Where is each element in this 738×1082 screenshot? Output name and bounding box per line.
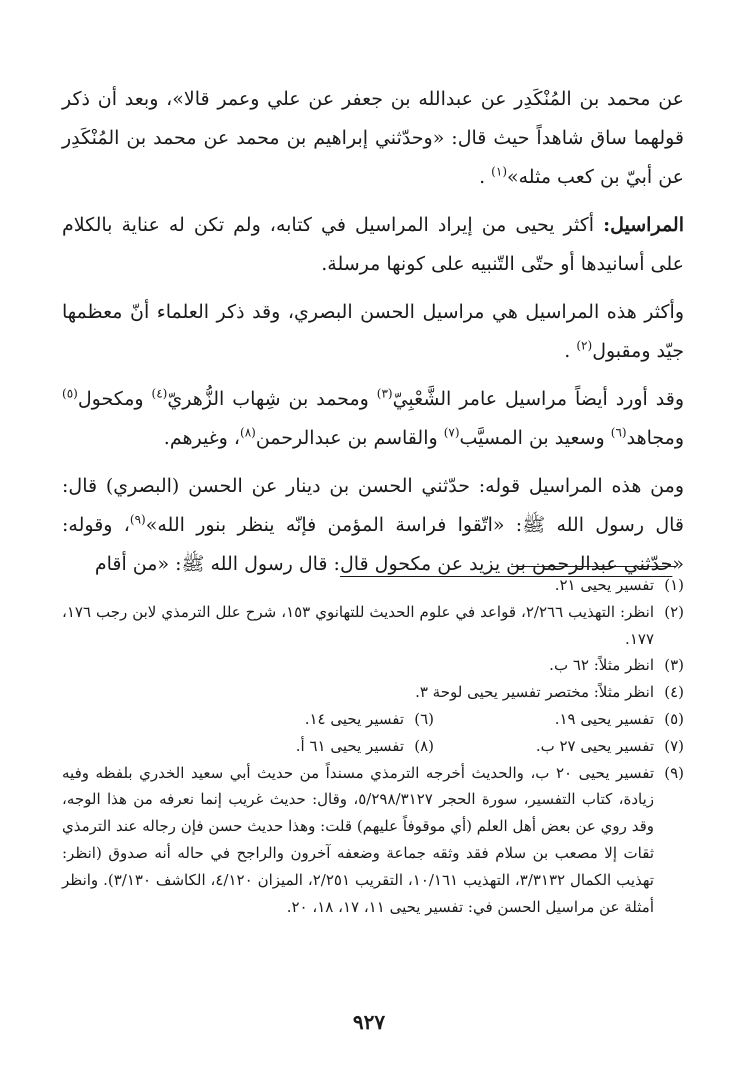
paragraph-4-text-b: ومحمد بن شِهاب الزُّهريّ (167, 388, 377, 410)
footnote-ref-9: (٩) (129, 512, 146, 527)
footnote-text: انظر: التهذيب ٢/٢٦٦، قواعد في علوم الحديث للتهانوي ١٥٣، شرح علل الترمذي لابن رجب ١٧٦، ١٧٧. (62, 602, 654, 648)
footnote-9 (62, 760, 684, 921)
main-text (62, 80, 684, 593)
footnote-pair-5-6 (62, 706, 684, 733)
footnote-number: (٩) (664, 763, 684, 782)
paragraph-2-text: أكثر يحيى من إيراد المراسيل في كتابه، ولم تكن له عناية بالكلام على أسانيدها أو حتّى التّنبيه على كونها مرسلة. (62, 214, 684, 275)
footnote-ref-3: (٣) (376, 386, 393, 401)
footnote-ref-1: (١) (491, 164, 507, 179)
footnote-number: (٥) (664, 709, 684, 728)
paragraph-4-text-g: ، وغيرهم. (163, 427, 240, 449)
footnote-text: تفسير يحيى ١٤. (304, 709, 404, 728)
footnote-ref-5: (٥) (62, 386, 78, 401)
footnote-5 (434, 706, 684, 733)
paragraph-3 (62, 293, 684, 371)
footnote-ref-8: (٨) (240, 425, 256, 440)
footnote-separator (511, 566, 676, 567)
footnote-ref-4: (٤) (151, 386, 168, 401)
footnote-number: (٣) (664, 656, 684, 675)
footnote-3 (62, 652, 684, 679)
paragraph-1-end: . (479, 166, 492, 188)
footnote-text: انظر مثلاً: مختصر تفسير يحيى لوحة ٣. (415, 683, 654, 702)
footnote-ref-6: (٦) (610, 425, 627, 440)
footnote-8 (184, 733, 434, 760)
footnote-number: (٢) (664, 602, 684, 621)
footnote-1 (62, 572, 684, 599)
paragraph-2 (62, 206, 684, 284)
footnote-number: (٨) (414, 736, 434, 755)
paragraph-5-text-a: ومن هذه المراسيل قوله: حدّثني الحسن بن دينار عن الحسن (البصري) قال: قال رسول الله ﷺ: «اتّقوا فراسة المؤمن فإنّه ينظر بنور الله» (62, 475, 684, 536)
paragraph-4-text-a: وقد أورد أيضاً مراسيل عامر الشَّعْبِيّ (392, 388, 684, 410)
footnote-2 (62, 599, 684, 653)
paragraph-2-heading: المراسيل: (603, 214, 684, 236)
footnote-number: (١) (664, 576, 684, 594)
paragraph-1-text: عن محمد بن المُنْكَدِر عن عبدالله بن جعفر عن علي وعمر قالا»، وبعد أن ذكر قولهما ساق شاهداً حيث قال: «وحدّثني إبراهيم بن محمد عن محمد بن المُنْكَدِر عن أبيّ بن كعب مثله» (62, 88, 684, 188)
paragraph-4-text-d: ومجاهد (626, 427, 684, 449)
paragraph-4-text-e: وسعيد بن المسيَّب (459, 427, 611, 449)
paragraph-4-text-c: ومكحول (77, 388, 152, 410)
footnote-number: (٧) (664, 736, 684, 755)
paragraph-3-text: وأكثر هذه المراسيل هي مراسيل الحسن البصري، وقد ذكر العلماء أنّ معظمها جيّد ومقبول (62, 301, 684, 362)
footnote-text: تفسير يحيى ٢١. (554, 576, 654, 594)
footnotes (62, 572, 684, 920)
footnote-7 (434, 733, 684, 760)
footnote-text: انظر مثلاً: ٦٢ ب. (549, 656, 654, 675)
paragraph-4 (62, 380, 684, 458)
footnote-ref-2: (٢) (576, 338, 593, 353)
footnote-4 (62, 679, 684, 706)
footnote-number: (٤) (664, 683, 684, 702)
paragraph-5-text-c: : قال رسول الله ﷺ: «من أقام (94, 553, 340, 575)
footnote-6 (184, 706, 434, 733)
paragraph-3-end: . (564, 340, 577, 362)
footnote-text: تفسير يحيى ٢٠ ب، والحديث أخرجه الترمذي مسنداً من حديث أبي سعيد الخدري بلفظه وفيه زيادة، كتاب التفسير، سورة الحجر ٥/٢٩٨/٣١٢٧، وقال: حديث غريب إنما نعرفه من هذا الوجه، وقد روي عن بعض أهل العلم (أي موقوفاً عليهم) قلت: وهذا حديث حسن فإن رجاله عند الترمذي ثقات إلا مصعب بن سلام فقد وثقه جماعة وضعفه آخرون والراجح في حاله أنه صدوق (انظر: تهذيب الكمال ٣/٣١٣٢، التهذيب ١٠/١٦١، التقريب ٢/٢٥١، الميزان ٤/١٢٠، الكاشف ٣/١٣٠). وانظر أمثلة عن مراسيل الحسن في: تفسير يحيى ١١، ١٧، ١٨، ٢٠. (62, 763, 655, 916)
footnote-text: تفسير يحيى ١٩. (554, 709, 654, 728)
footnote-number: (٦) (414, 709, 434, 728)
footnote-text: تفسير يحيى ٦١ أ. (295, 736, 404, 755)
footnote-ref-7: (٧) (443, 425, 460, 440)
page-number: ٩٢٧ (352, 1010, 386, 1034)
footnote-text: تفسير يحيى ٢٧ ب. (535, 736, 654, 755)
paragraph-4-text-f: والقاسم بن عبدالرحمن (255, 427, 444, 449)
paragraph-1 (62, 80, 684, 197)
underlined-isnad: حدّثني عبدالرحمن بن يزيد عن مكحول قال (339, 553, 673, 575)
footnote-pair-7-8 (62, 733, 684, 760)
paragraph-5-text-b: ، وقوله: « (62, 514, 684, 575)
